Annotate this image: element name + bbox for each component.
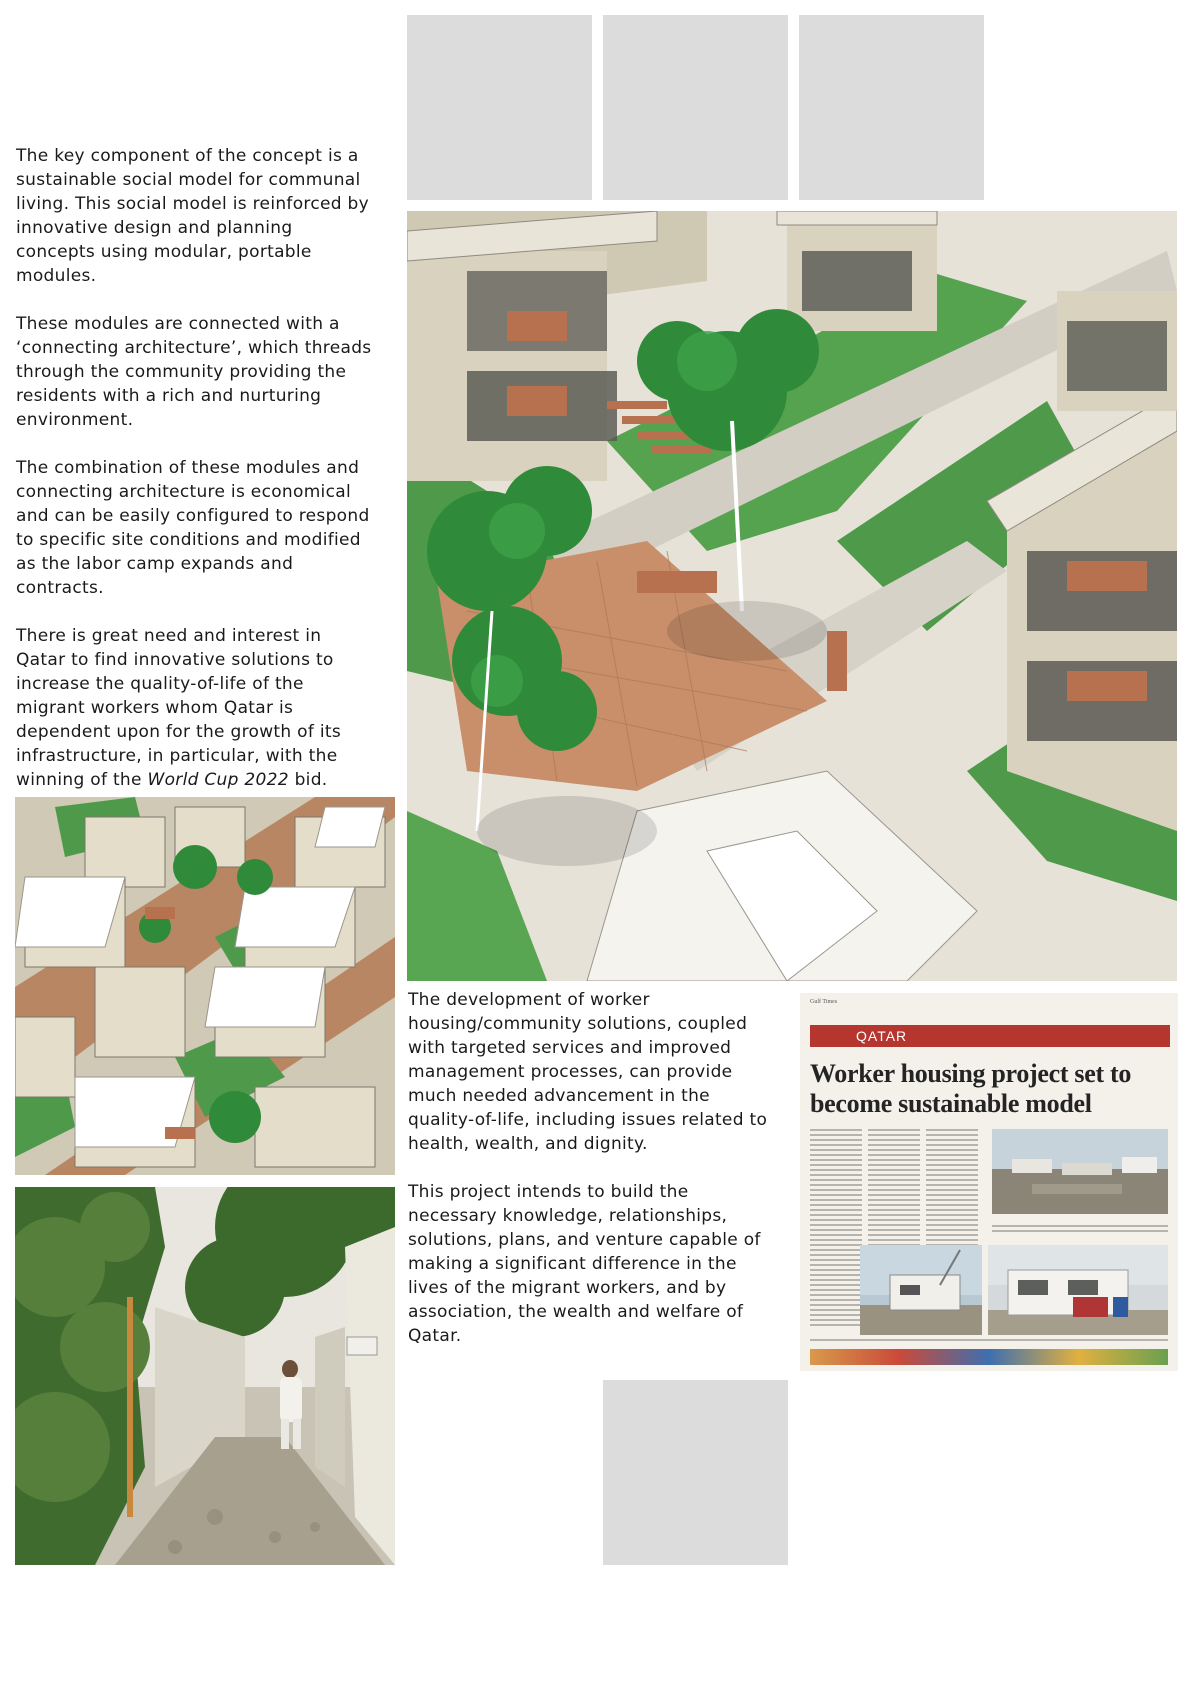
lower-paragraph-2: This project intends to build the necessary knowledge, relationships, solutions, plans, and venture capable of making a significant difference in the lives of the migrant workers, and by association, the wealth and welfare of Qatar. [408, 1182, 761, 1346]
newspaper-clipping [800, 993, 1178, 1371]
intro-text-column [16, 144, 376, 816]
section-banner [810, 1025, 1170, 1047]
article-column-1 [810, 1129, 862, 1329]
intro-paragraph-1: The key component of the concept is a sustainable social model for communal living. This social model is reinforced by innovative design and planning concepts using modular, portable modules. [16, 146, 369, 286]
lower-paragraph-1: The development of worker housing/community solutions, coupled with targeted services and improved management processes, can provide much needed advancement in the quality-of-life, including issues related to health, wealth, and dignity. [408, 990, 768, 1154]
article-column-3 [926, 1129, 978, 1259]
placeholder-box-top-2 [603, 15, 788, 200]
lower-text-column [408, 988, 778, 1372]
placeholder-box-bottom [603, 1380, 788, 1565]
placeholder-box-top-1 [407, 15, 592, 200]
newspaper-masthead: Gulf Times [810, 999, 838, 1005]
newspaper-headline: Worker housing project set to become sustainable model [810, 1059, 1132, 1118]
world-cup-italic: World Cup 2022 [147, 770, 289, 790]
intro-paragraph-4: There is great need and interest in Qatar to find innovative solutions to increase the quality-of-life of the migrant workers whom Qatar is dependent upon for the growth of its infrastructure, in particular, with the winning of the World Cup 2022 bid. [16, 626, 341, 790]
article-footer-lines [810, 1339, 1168, 1344]
section-label: QATAR [856, 1028, 908, 1044]
placeholder-box-top-3 [799, 15, 984, 200]
alley-photo [15, 1187, 395, 1565]
intro-paragraph-3: The combination of these modules and connecting architecture is economical and can be easily configured to respond to specific site conditions and modified as the labor camp expands and contracts. [16, 458, 370, 598]
aerial-rendering [15, 797, 395, 1175]
news-photo-modules [860, 1245, 982, 1335]
article-column-5 [992, 1225, 1168, 1235]
main-courtyard-rendering [407, 211, 1177, 981]
news-photo-building [988, 1245, 1168, 1335]
news-photo-site [992, 1129, 1168, 1214]
intro-paragraph-2: These modules are connected with a ‘connecting architecture’, which threads through the community providing the residents with a rich and nurturing environment. [16, 314, 372, 430]
newspaper-bottom-strip [810, 1349, 1168, 1365]
